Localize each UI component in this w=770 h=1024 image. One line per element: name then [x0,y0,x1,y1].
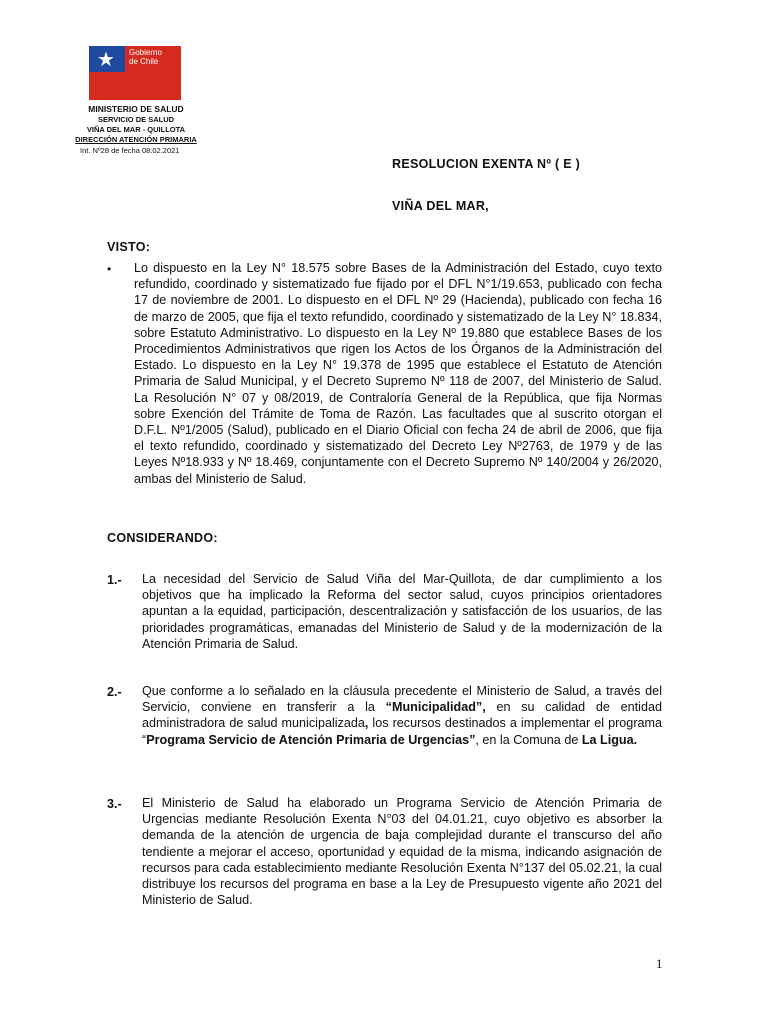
bullet-icon: • [107,262,112,276]
item-number-3: 3.- [107,797,122,811]
item-number-1: 1.- [107,573,122,587]
item-number-2: 2.- [107,685,122,699]
service-label: SERVICIO DE SALUD [97,115,175,124]
considerando-heading: CONSIDERANDO: [107,531,218,545]
page-number: 1 [656,956,663,971]
visto-text: Lo dispuesto en la Ley N° 18.575 sobre Bases de la Administración del Estado, cuyo texto refundido, coordinado y sistematizado fue fijado por el DFL N°1/19.653, publicado con fecha 17 de noviembre de 2001. Lo dispuesto en el DFL Nº 29 (Hacienda), publicado con fecha 16 de marzo de 2005, que fija el texto refundido, coordinado y sistematizado de la Ley N° 18.834, sobre Estatuto Administrativo. Lo dispuesto en la Ley Nº 19.880 que establece Bases de los Procedimientos Administrativos que rigen los Actos de los Órganos de la Administración del Estado. Lo dispuesto en la Ley N° 19.378 de 1995 que establece el Estatuto de Atención Primaria de Salud Municipal, y el Decreto Supremo Nº 118 de 2007, del Ministerio de Salud. La Resolución N° 07 y 08/2019, de Contraloría General de la República, que fija Normas sobre Exención del Trámite de Toma de Razón. Las facultades que al suscrito otorgan el D.F.L. Nº1/2005 (Salud), publicado en el Diario Oficial con fecha 24 de abril de 2006, que fija el texto refundido, coordinado y sistematizado del Decreto Ley Nº2763, de 1979 y de las Leyes Nº18.933 y Nº 18.469, conjuntamente con el Decreto Supremo Nº 140/2004 y 26/2020, ambas del Ministerio de Salud. [134,261,662,486]
logo-red-band [89,72,181,100]
considerando-item-1: La necesidad del Servicio de Salud Viña del Mar-Quillota, de dar cumplimiento a los objetivos que ha implicado la Reforma del sector salud, cuyos principios orientadores apuntan a la equidad, participación, descentralización y satisfacción de los usuarios, de las prioridades programáticas, emanadas del Ministerio de Salud y de la modernización de la Atención Primaria de Salud. [142,572,662,651]
ministry-label: MINISTERIO DE SALUD [88,104,184,114]
star-icon: ★ [97,47,115,71]
logo-text: Gobierno de Chile [129,48,162,66]
resolution-title: RESOLUCION EXENTA Nº ( E ) [392,157,581,171]
visto-heading: VISTO: [107,240,151,254]
gobierno-de-chile-logo [89,46,181,100]
region-label: VIÑA DEL MAR - QUILLOTA [86,125,186,134]
place-date: VIÑA DEL MAR, [392,199,489,213]
considerando-item-3: El Ministerio de Salud ha elaborado un Programa Servicio de Atención Primaria de Urgencias mediante Resolución Exenta N°03 del 04.01.21, cuyo objetivo es absorber la demanda de la atención de urgencia de baja complejidad durante el transcurso del año tendiente a mejorar el acceso, oportunidad y equidad de la misma, indicando asignación de recursos para cada establecimiento mediante Resolución Exenta N°137 del 05.02.21, la cual distribuye los recursos del programa en base a la Ley de Presupuesto vigente año 2021 del Ministerio de Salud. [142,796,662,908]
internal-reference: Int. Nº28 de fecha 08.02.2021 [80,146,180,155]
division-label: DIRECCIÓN ATENCIÓN PRIMARIA [75,135,197,144]
considerando-item-2: Que conforme a lo señalado en la cláusula precedente el Ministerio de Salud, a través del Servicio, conviene en transferir a la “Municipalidad”, en su calidad de entidad administradora de salud municipalizada, los recursos destinados a implementar el programa “Programa Servicio de Atención Primaria de Urgencias”, en la Comuna de La Ligua. [142,684,663,747]
